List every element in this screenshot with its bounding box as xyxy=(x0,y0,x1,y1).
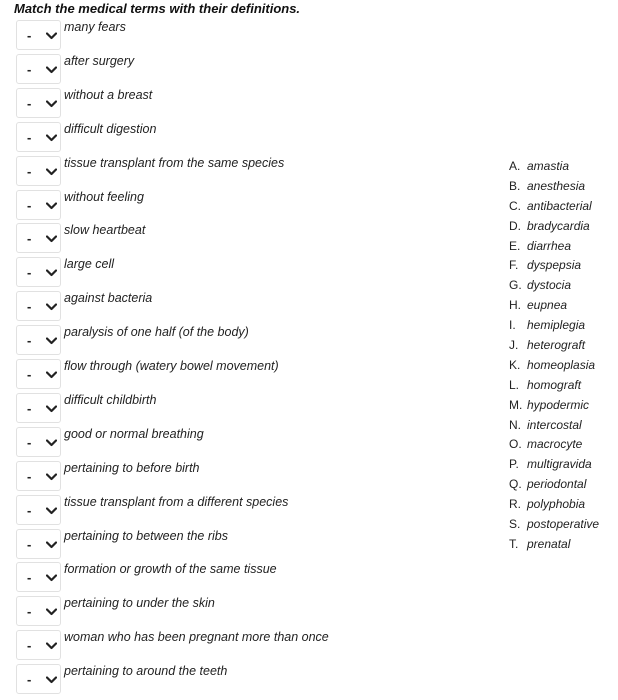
question-text: pertaining to under the skin xyxy=(64,596,215,611)
answer-option xyxy=(509,418,599,438)
select-value: - xyxy=(27,28,32,43)
option-letter: M. xyxy=(509,397,523,412)
select-value: - xyxy=(27,333,32,349)
option-letter: T. xyxy=(509,536,519,551)
answer-option xyxy=(509,378,599,398)
option-letter: E. xyxy=(509,238,521,253)
answer-option xyxy=(509,437,599,457)
answer-option xyxy=(509,179,599,199)
question-text: tissue transplant from a different species xyxy=(64,494,289,509)
question-text: against bacteria xyxy=(64,291,153,306)
answer-select[interactable] xyxy=(16,664,61,694)
answer-select[interactable] xyxy=(16,20,61,50)
select-value: - xyxy=(27,299,32,315)
option-letter: B. xyxy=(509,178,521,193)
answer-option xyxy=(509,199,599,219)
option-term: dystocia xyxy=(527,278,572,293)
select-value: - xyxy=(27,400,32,416)
option-letter: D. xyxy=(509,218,521,233)
select-value: - xyxy=(27,570,32,586)
chevron-down-icon xyxy=(46,66,57,74)
chevron-down-icon xyxy=(46,100,57,108)
option-letter: K. xyxy=(509,357,521,372)
chevron-down-icon xyxy=(46,642,57,650)
option-term: intercostal xyxy=(527,417,582,432)
option-letter: S. xyxy=(509,517,521,532)
option-letter: O. xyxy=(509,437,522,452)
chevron-down-icon xyxy=(46,608,57,616)
answer-select[interactable] xyxy=(16,529,61,559)
option-letter: Q. xyxy=(509,477,522,492)
question-text: good or normal breathing xyxy=(64,426,204,441)
option-term: amastia xyxy=(527,159,570,173)
answer-option xyxy=(509,159,599,179)
answer-option xyxy=(509,398,599,418)
option-letter: L. xyxy=(509,377,520,392)
chevron-down-icon xyxy=(46,405,57,413)
option-term: diarrhea xyxy=(527,238,572,253)
chevron-down-icon xyxy=(46,32,57,40)
answer-select[interactable] xyxy=(16,54,61,84)
chevron-down-icon xyxy=(46,473,57,481)
chevron-down-icon xyxy=(46,134,57,142)
answer-select[interactable] xyxy=(16,291,61,321)
answer-options-list xyxy=(509,159,599,557)
chevron-down-icon xyxy=(46,337,57,345)
answer-option xyxy=(509,298,599,318)
select-value: - xyxy=(27,502,32,518)
answer-select[interactable] xyxy=(16,461,61,491)
question-text: many fears xyxy=(64,20,126,34)
option-term: heterograft xyxy=(527,338,586,353)
option-letter: R. xyxy=(509,497,521,512)
answer-select[interactable] xyxy=(16,495,61,525)
select-value: - xyxy=(27,604,32,620)
option-letter: P. xyxy=(509,457,519,472)
answer-select[interactable] xyxy=(16,156,61,186)
option-term: macrocyte xyxy=(527,437,583,452)
chevron-down-icon xyxy=(46,574,57,582)
answer-option xyxy=(509,239,599,259)
option-term: dyspepsia xyxy=(527,258,582,273)
option-term: postoperative xyxy=(527,517,600,532)
select-value: - xyxy=(27,95,32,111)
question-text: difficult digestion xyxy=(64,121,157,136)
select-value: - xyxy=(27,61,32,77)
question-text: without a breast xyxy=(64,87,153,102)
answer-select[interactable] xyxy=(16,427,61,457)
select-value: - xyxy=(27,163,32,179)
question-text: pertaining to before birth xyxy=(64,460,200,475)
select-value: - xyxy=(27,638,32,654)
option-term: homeoplasia xyxy=(527,357,596,372)
chevron-down-icon xyxy=(46,541,57,549)
question-text: after surgery xyxy=(64,53,135,68)
option-letter: H. xyxy=(509,298,521,313)
answer-option xyxy=(509,537,599,557)
answer-option xyxy=(509,318,599,338)
option-term: homograft xyxy=(527,377,582,392)
chevron-down-icon xyxy=(46,235,57,243)
select-value: - xyxy=(27,129,32,145)
option-term: periodontal xyxy=(527,477,587,492)
question-text: without feeling xyxy=(64,189,144,204)
chevron-down-icon xyxy=(46,303,57,311)
question-text: paralysis of one half (of the body) xyxy=(64,325,249,340)
option-letter: G. xyxy=(509,278,522,293)
page-title: Match the medical terms with their definitions. xyxy=(14,1,301,16)
chevron-down-icon xyxy=(46,168,57,176)
chevron-down-icon xyxy=(46,202,57,210)
select-value: - xyxy=(27,197,32,213)
question-text: flow through (watery bowel movement) xyxy=(64,359,279,373)
option-term: multigravida xyxy=(527,457,592,472)
select-value: - xyxy=(27,367,32,382)
answer-select[interactable] xyxy=(16,393,61,423)
answer-select[interactable] xyxy=(16,257,61,287)
answer-select[interactable] xyxy=(16,562,61,592)
answer-select[interactable] xyxy=(16,325,61,355)
chevron-down-icon xyxy=(46,371,57,379)
answer-select[interactable] xyxy=(16,88,61,118)
select-value: - xyxy=(27,265,32,281)
option-term: bradycardia xyxy=(527,218,590,233)
option-letter: N. xyxy=(509,417,521,432)
select-value: - xyxy=(27,434,32,450)
select-value: - xyxy=(27,536,32,552)
chevron-down-icon xyxy=(46,507,57,515)
option-term: anesthesia xyxy=(527,178,586,193)
option-letter: J. xyxy=(509,338,519,353)
select-value: - xyxy=(27,672,32,688)
question-text: formation or growth of the same tissue xyxy=(64,562,277,577)
chevron-down-icon xyxy=(46,676,57,684)
answer-select[interactable] xyxy=(16,630,61,660)
option-letter: F. xyxy=(509,258,519,273)
question-text: difficult childbirth xyxy=(64,392,157,407)
option-term: polyphobia xyxy=(527,497,586,512)
option-term: eupnea xyxy=(527,298,568,313)
question-text: woman who has been pregnant more than once xyxy=(64,630,329,645)
answer-select[interactable] xyxy=(16,596,61,626)
answer-option xyxy=(509,477,599,497)
question-text: large cell xyxy=(64,257,115,272)
option-term: hemiplegia xyxy=(527,318,586,333)
option-term: hypodermic xyxy=(527,397,590,412)
chevron-down-icon xyxy=(46,439,57,447)
option-letter: C. xyxy=(509,198,521,213)
answer-option xyxy=(509,278,599,298)
answer-select[interactable] xyxy=(16,122,61,152)
answer-option xyxy=(509,457,599,477)
answer-option xyxy=(509,219,599,239)
answer-select[interactable] xyxy=(16,223,61,253)
select-value: - xyxy=(27,468,32,484)
answer-option xyxy=(509,338,599,358)
answer-option xyxy=(509,517,599,537)
option-term: antibacterial xyxy=(527,198,592,213)
answer-select[interactable] xyxy=(16,190,61,220)
option-letter: I. xyxy=(509,318,516,333)
answer-option xyxy=(509,497,599,517)
answer-select[interactable] xyxy=(16,359,61,389)
option-term: prenatal xyxy=(527,536,571,551)
question-text: slow heartbeat xyxy=(64,223,146,238)
question-text: pertaining to between the ribs xyxy=(64,528,228,543)
answer-option xyxy=(509,358,599,378)
answer-option xyxy=(509,258,599,278)
select-value: - xyxy=(27,231,32,247)
question-text: pertaining to around the teeth xyxy=(64,664,228,679)
question-text: tissue transplant from the same species xyxy=(64,155,285,170)
chevron-down-icon xyxy=(46,269,57,277)
option-letter: A. xyxy=(509,159,521,173)
